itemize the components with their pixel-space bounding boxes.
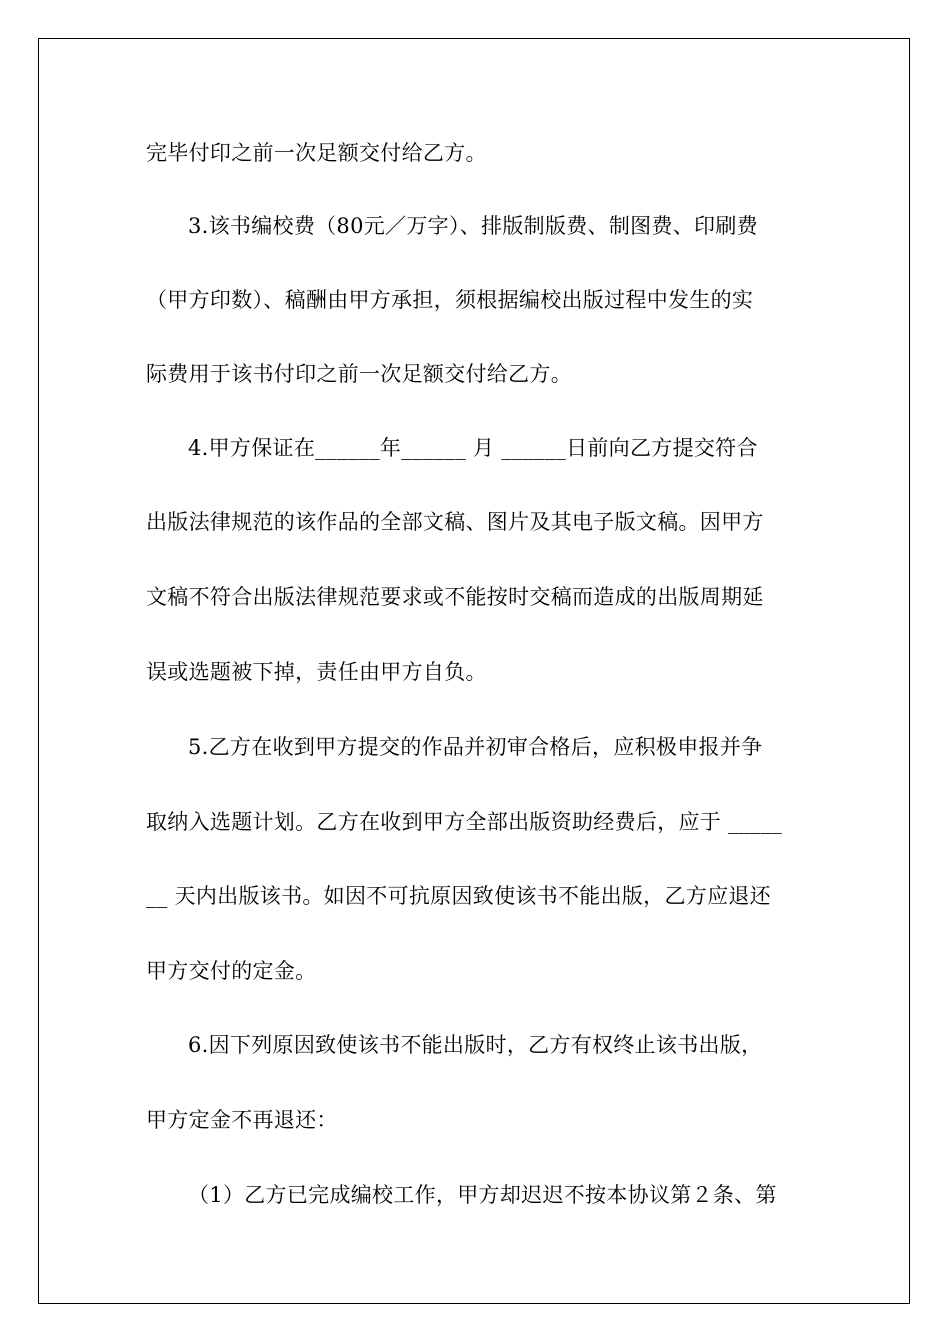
text-line: 完毕付印之前一次足额交付给乙方。 bbox=[146, 141, 487, 165]
sub-clause-1-line: （1）乙方已完成编校工作，甲方却迟迟不按本协议第２条、第 bbox=[188, 1183, 777, 1207]
text-line: 误或选题被下掉，责任由甲方自负。 bbox=[146, 660, 487, 684]
clause-6-line: 6.因下列原因致使该书不能出版时，乙方有权终止该书出版， bbox=[188, 1033, 763, 1057]
text-line: __ 天内出版该书。如因不可抗原因致使该书不能出版，乙方应退还 bbox=[146, 884, 771, 908]
clause-3-line: 3.该书编校费（80元／万字）、排版制版费、制图费、印刷费 bbox=[188, 214, 758, 238]
text-line: 甲方交付的定金。 bbox=[146, 959, 317, 983]
clause-4-line: 4.甲方保证在______年______ 月 ______日前向乙方提交符合 bbox=[188, 436, 758, 460]
text-line: （甲方印数）、稿酬由甲方承担，须根据编校出版过程中发生的实 bbox=[146, 288, 754, 312]
text-line: 文稿不符合出版法律规范要求或不能按时交稿而造成的出版周期延 bbox=[146, 585, 764, 609]
clause-5-line: 5.乙方在收到甲方提交的作品并初审合格后，应积极申报并争 bbox=[188, 735, 763, 759]
text-line: 甲方定金不再退还： bbox=[146, 1108, 338, 1132]
text-line: 际费用于该书付印之前一次足额交付给乙方。 bbox=[146, 362, 572, 386]
text-line: 出版法律规范的该作品的全部文稿、图片及其电子版文稿。因甲方 bbox=[146, 510, 764, 534]
text-line: 取纳入选题计划。乙方在收到甲方全部出版资助经费后，应于 _____ bbox=[146, 810, 783, 834]
